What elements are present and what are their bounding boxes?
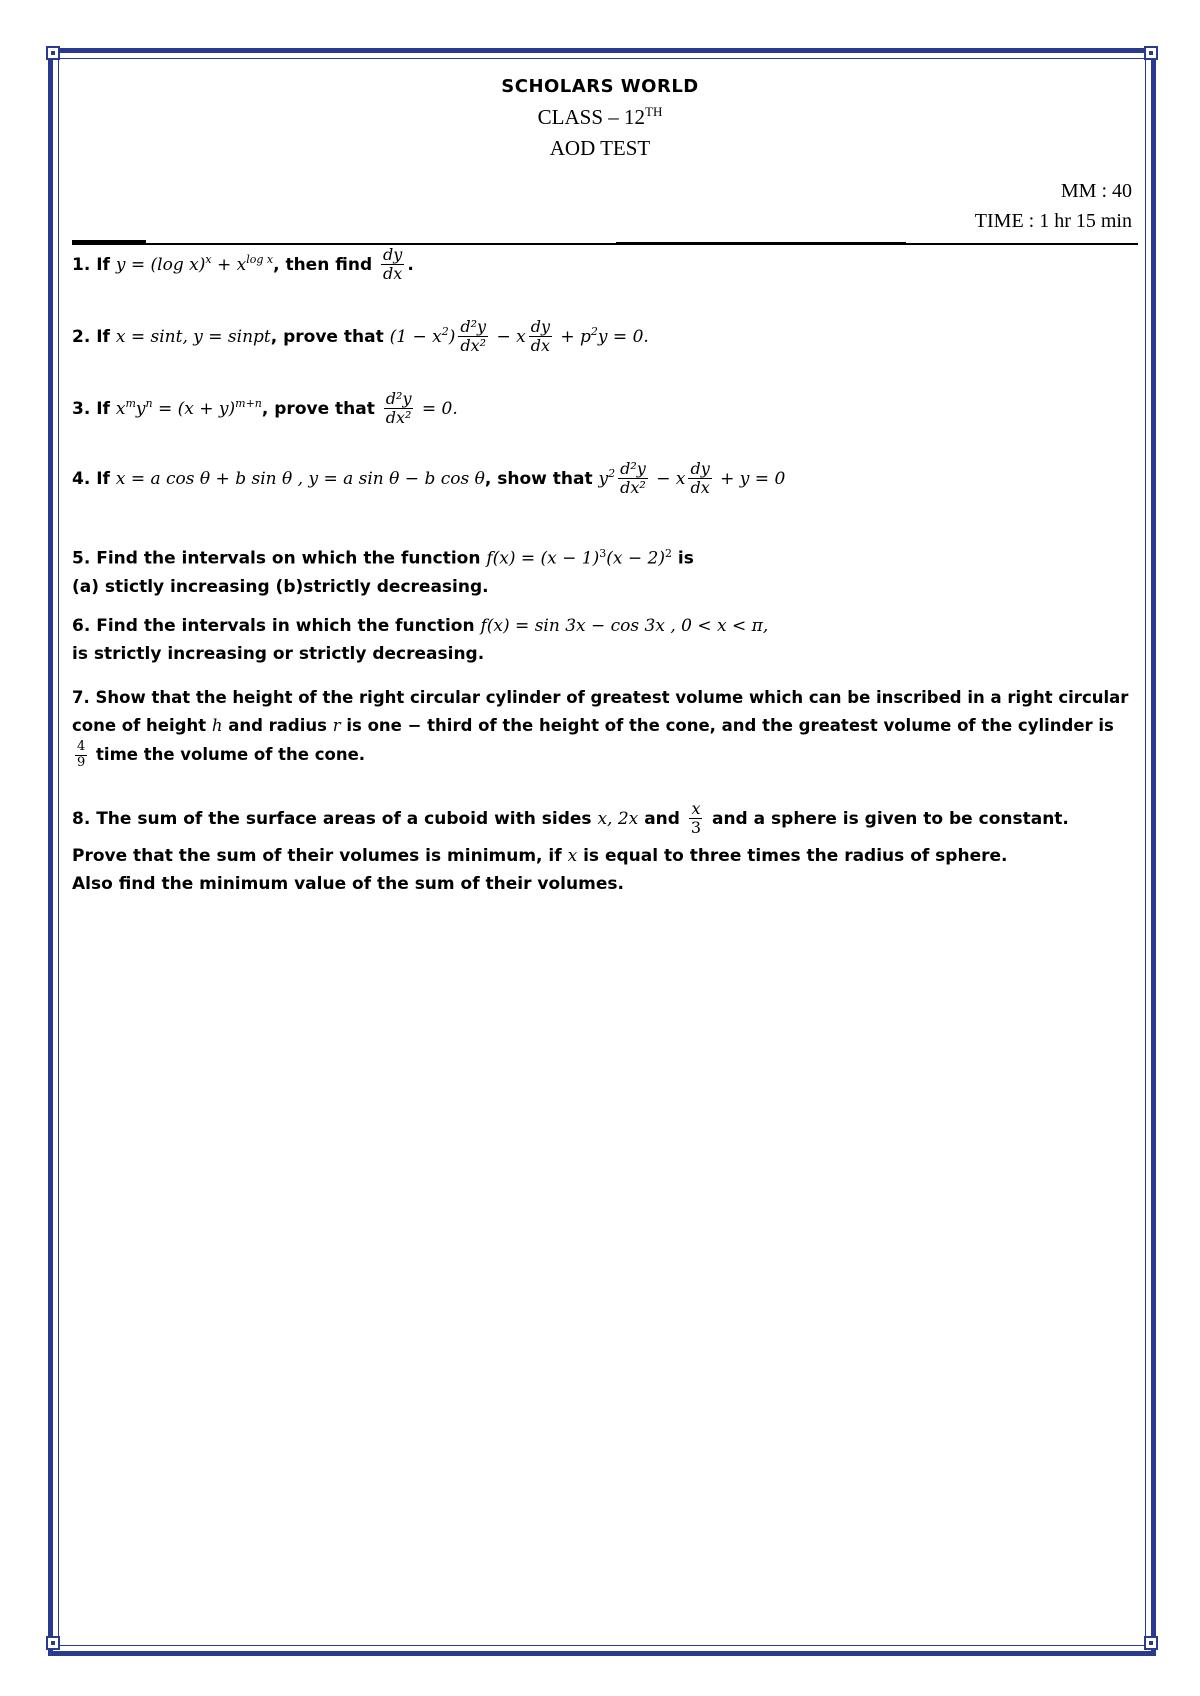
test-title: AOD TEST (549, 136, 651, 160)
fraction: $\frac{dy}{dx}$ (530, 317, 550, 356)
fraction: $\frac{\text{d²y}}{\text{dx²}}$ (385, 389, 412, 428)
corner-ornament (46, 1636, 60, 1650)
question-5: 5. Find the intervals on which the function $f(x) = (x - 1)^3(x - 2)^2$ is (a) stictly increasing (b)strictly decreasing. (72, 547, 694, 597)
question-3: 3. If $x^my^n = (x + y)^{m+n}$, prove that $\frac{\text{d²y}}{\text{dx²}}$ = 0. (72, 389, 458, 428)
fraction: $\frac{4}{9}$ (77, 739, 86, 770)
fraction: $\frac{\text{d²y}}{\text{dx²}}$ (460, 317, 487, 356)
school-name: SCHOLARS WORLD (501, 76, 699, 97)
fraction: $\frac{x}{3}$ (690, 799, 702, 838)
question-1: 1. If y = (log $x)^x + x^{log x}$, then find $\frac{dy}{dx}$ . (72, 245, 414, 284)
class-line: CLASS – 12TH (537, 104, 663, 129)
header-divider (72, 243, 1138, 245)
question-4: 4. If x = a cos θ + b sin θ , y = a sin θ − b cos θ, show that $y^2$ $\frac{\text{d²y}}{\text{dx²}}$ − x $\frac{dy}{dx}$ + y = 0 (72, 459, 786, 498)
question-2: 2. If x = sint, y = sinpt, prove that $(1 - x^2)$ $\frac{\text{d²y}}{\text{dx²}}$ − x $\frac{dy}{dx}$ + $p^2y = 0$. (72, 317, 649, 356)
max-marks: MM : 40 (1060, 180, 1132, 202)
header-divider-accent (616, 242, 906, 245)
header-divider-accent (72, 240, 146, 243)
question-8: 8. The sum of the surface areas of a cuboid with sides x, 2x and $\frac{x}{3}$ and a sphere is given to be constant. Prove that the sum of their volumes is minimum, if x is equal to three times the radius of sphere. Also find the minimum value of the sum of their volumes. (72, 799, 1069, 894)
question-6: 6. Find the intervals in which the function f(x) = sin 3x − cos 3x , 0 < x < π, is strictly increasing or strictly decreasing. (72, 616, 769, 664)
corner-ornament (46, 46, 60, 60)
time-limit: TIME : 1 hr 15 min (974, 210, 1132, 232)
fraction: $\frac{dy}{dx}$ (383, 245, 403, 284)
corner-ornament (1144, 46, 1158, 60)
fraction: $\frac{dy}{dx}$ (690, 459, 710, 498)
corner-ornament (1144, 1636, 1158, 1650)
fraction: $\frac{\text{d²y}}{\text{dx²}}$ (620, 459, 646, 498)
question-7: 7. Show that the height of the right circular cylinder of greatest volume which can be inscribed in a right circular cone of height h and radius r is one − third of the height of the cone, and the greatest volume of the cylinder is $\frac{4}{9}$ time the volume of the cone. (72, 688, 1129, 770)
